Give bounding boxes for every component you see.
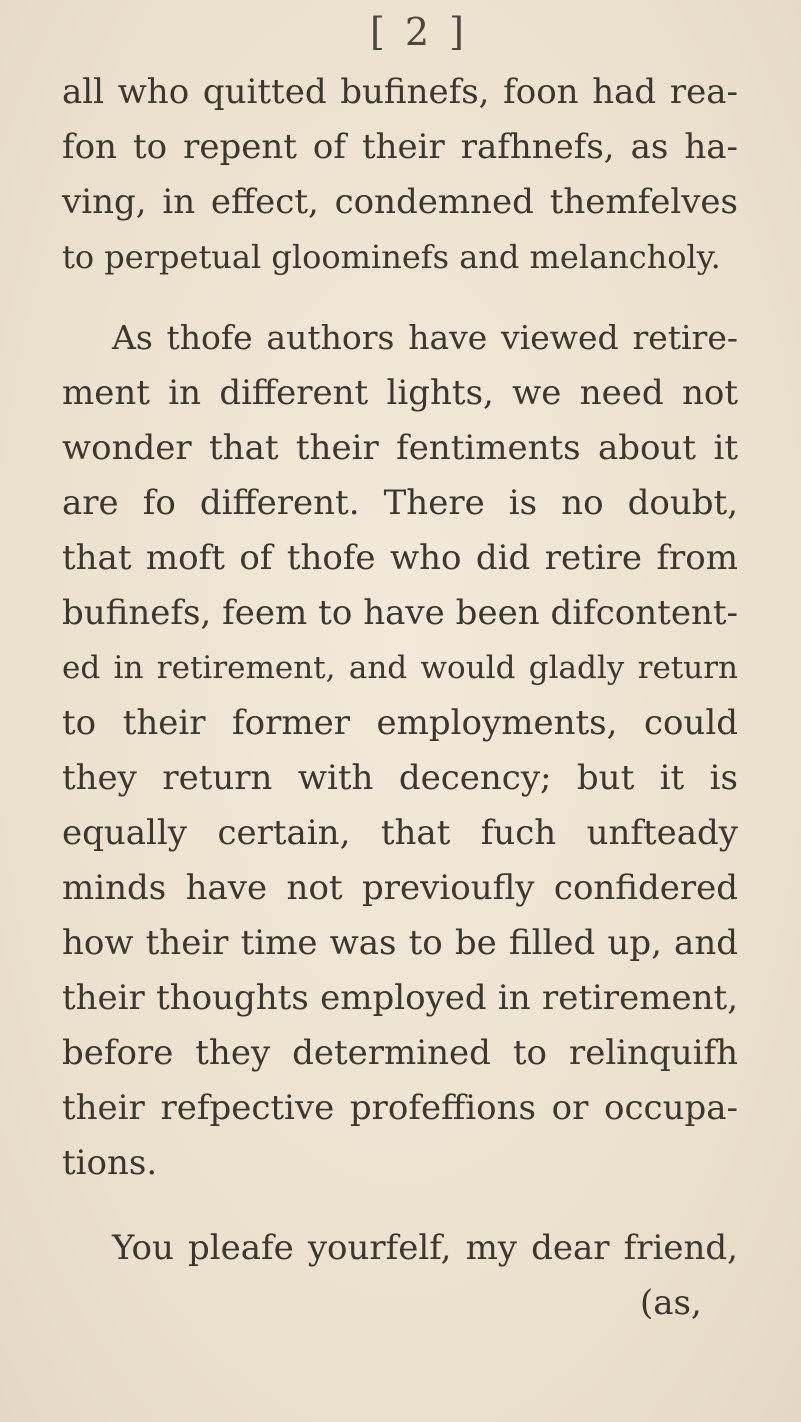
- text-line: bufinefs, feem to have been difcontent-: [62, 593, 739, 633]
- text-line: ed in retirement, and would gladly return: [62, 650, 739, 686]
- page-number: [ 2 ]: [370, 10, 468, 54]
- text-line: how their time was to be filled up, and: [62, 923, 738, 963]
- text-line: to perpetual gloominefs and melancholy.: [62, 238, 721, 276]
- text-line: to their former employments, could: [62, 703, 738, 743]
- text-line: fon to repent of their rafhnefs, as ha-: [62, 127, 738, 167]
- text-line: all who quitted bufinefs, foon had rea-: [62, 72, 738, 112]
- text-line: minds have not previoufly confidered: [62, 868, 739, 908]
- text-line: tions.: [62, 1143, 158, 1183]
- catchword: (as,: [640, 1283, 702, 1323]
- text-line: wonder that their fentiments about it: [62, 428, 739, 468]
- text-line: their refpective profeffions or occupa-: [62, 1088, 739, 1128]
- text-line: they return with decency; but it is: [62, 758, 738, 798]
- text-line: before they determined to relinquifh: [62, 1033, 738, 1073]
- text-line: equally certain, that fuch unfteady: [62, 813, 739, 853]
- text-line: that moft of thofe who did retire from: [62, 538, 739, 578]
- text-line: As thofe authors have viewed retire-: [112, 318, 739, 357]
- text-line: You pleafe yourfelf, my dear friend,: [112, 1228, 738, 1268]
- text-line: are fo different. There is no doubt,: [62, 483, 739, 523]
- text-line: ving, in effect, condemned themfelves: [62, 182, 738, 222]
- text-line: ment in different lights, we need not: [62, 373, 738, 413]
- text-line: their thoughts employed in retirement,: [62, 978, 739, 1018]
